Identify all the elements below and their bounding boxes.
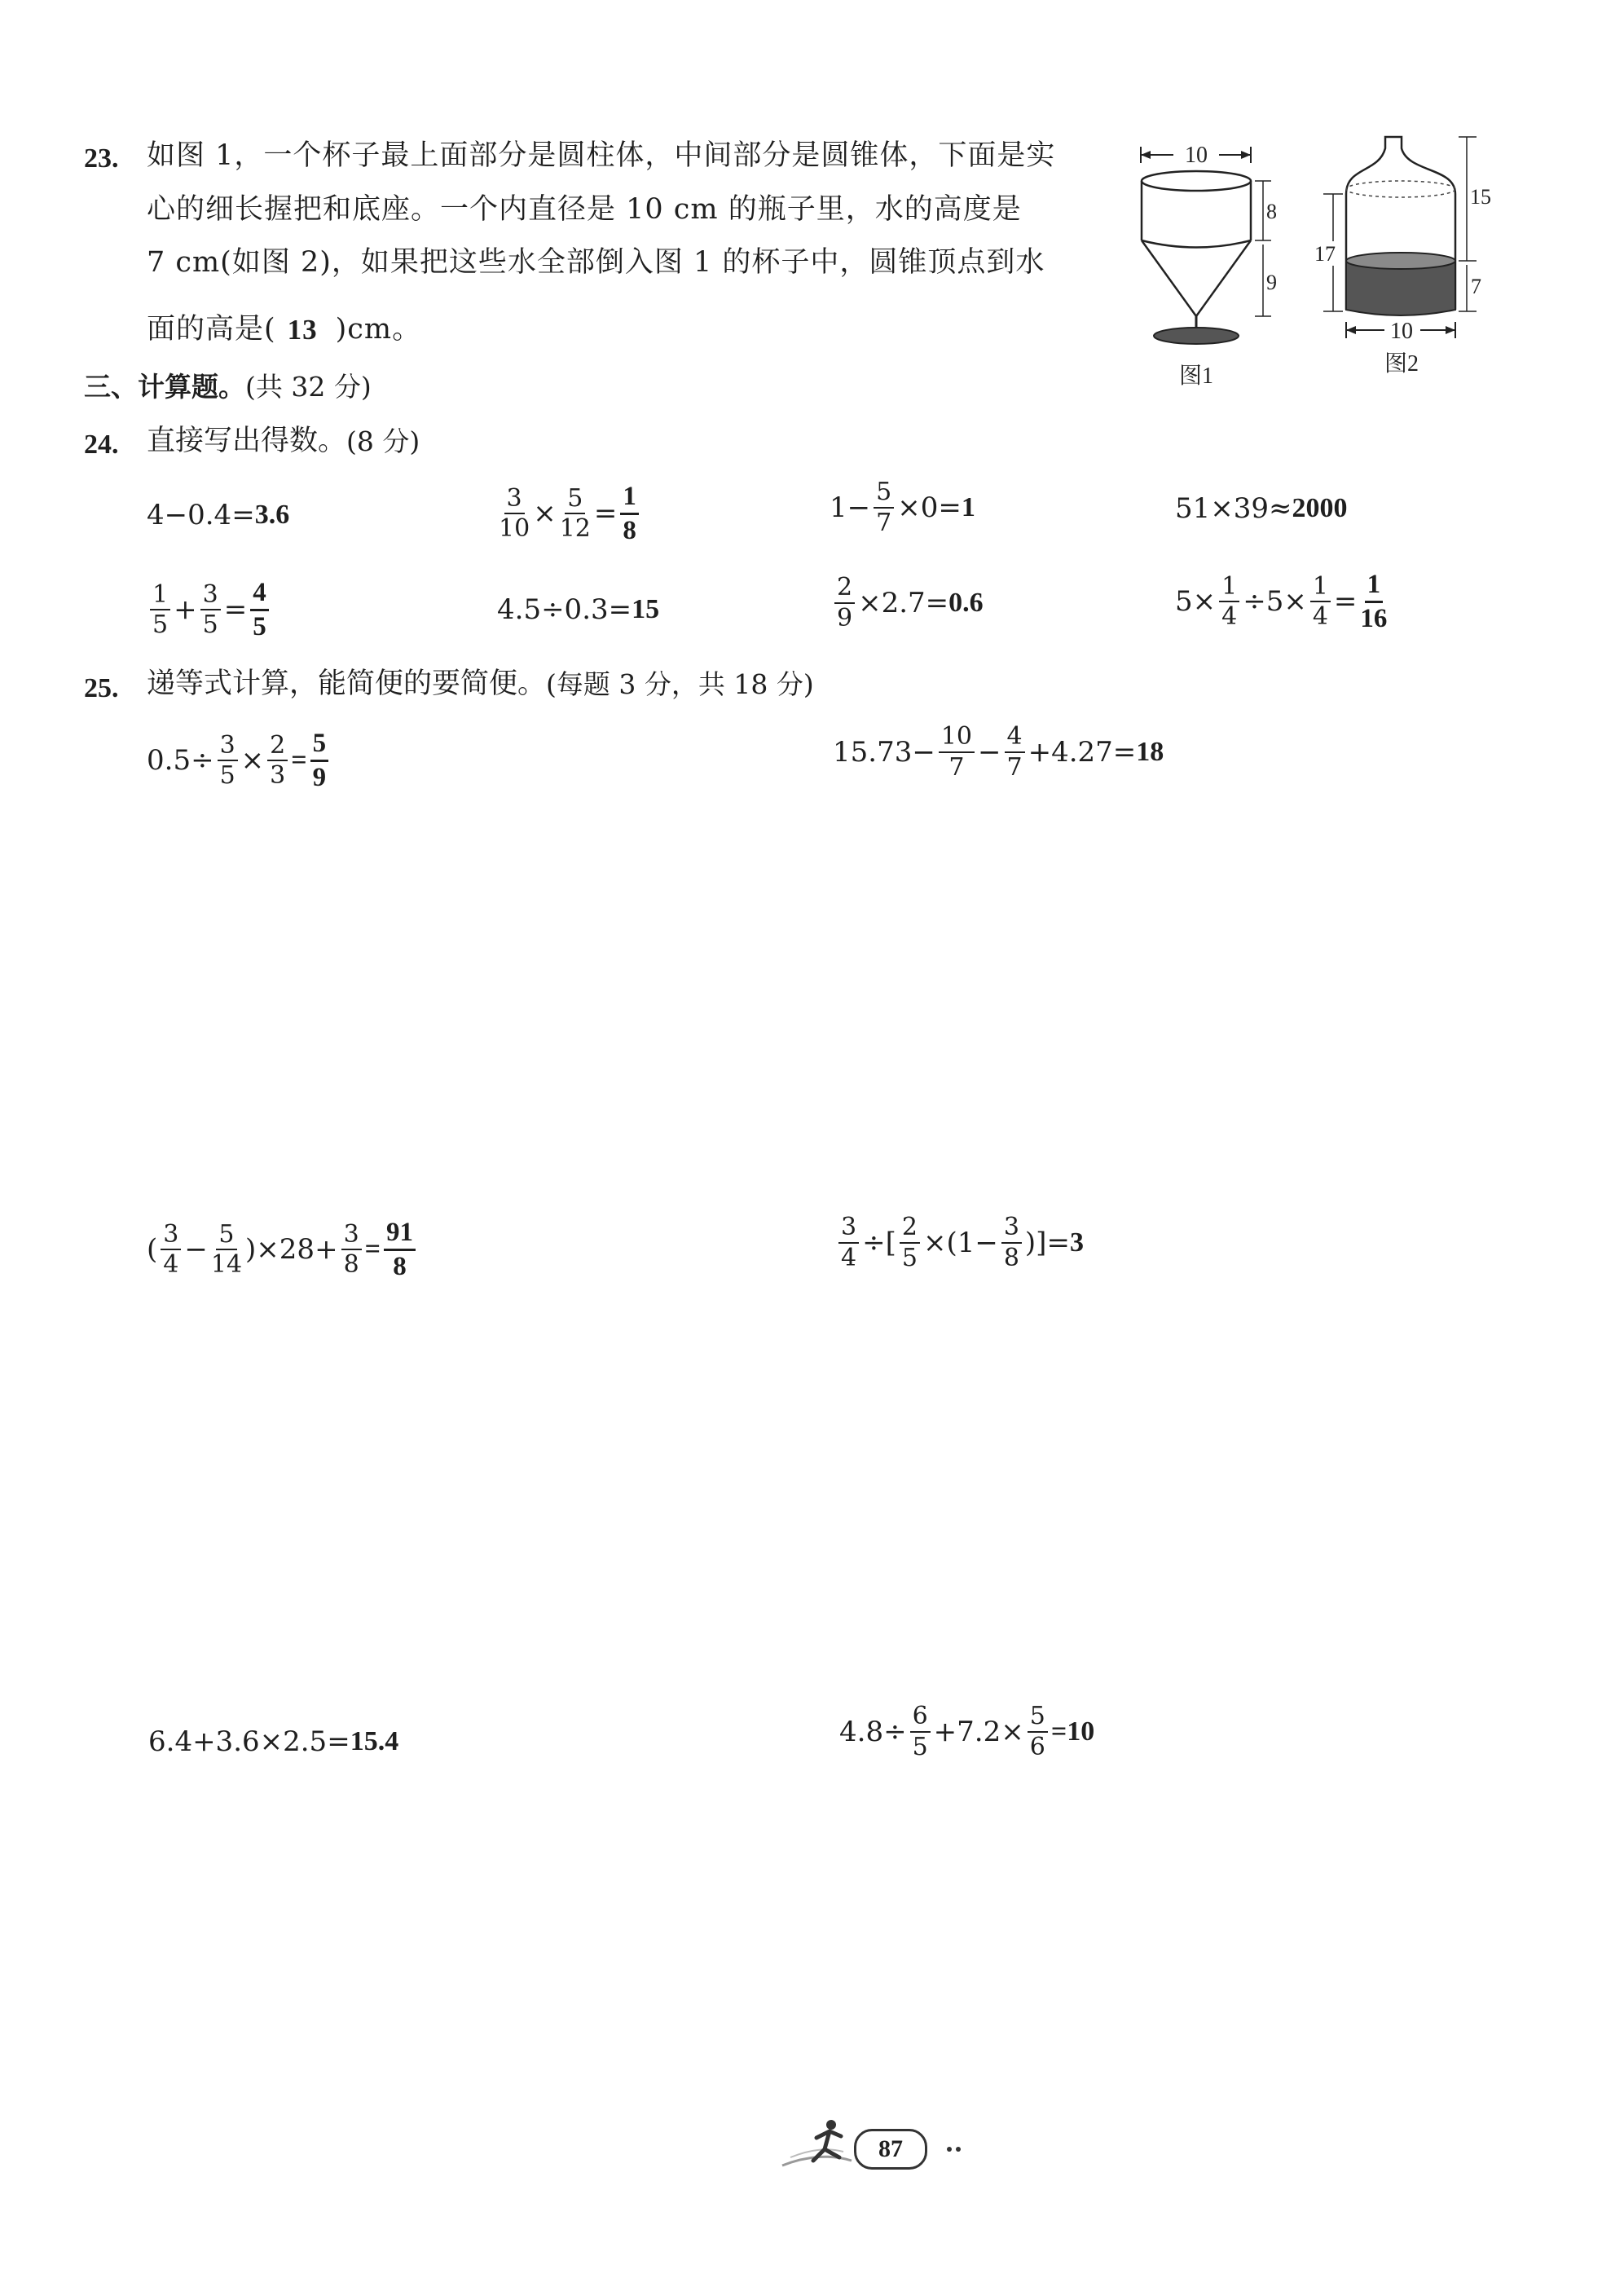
question-25-points: (每题 3 分，共 18 分) <box>546 668 814 700</box>
figure-2-water-height-label: 7 <box>1471 275 1481 298</box>
q24-item-b <box>495 482 642 544</box>
q25-a-operator: × <box>240 744 265 778</box>
section-3-heading <box>84 371 372 403</box>
q24-c-answer: 1 <box>961 491 975 522</box>
q25-f-answer: 10 <box>1067 1716 1095 1747</box>
q25-e-expression: 6.4+3.6×2.5= <box>148 1725 350 1758</box>
q24-d-expression: 51×39≈ <box>1175 492 1292 525</box>
q25-f-fraction-1: $\frac{6}{5}$ <box>910 1703 931 1760</box>
q24-h-middle: ÷5× <box>1243 585 1307 619</box>
figure-1-cylinder-height-label: 8 <box>1266 200 1277 223</box>
q25-d-fraction-2: $\frac{2}{5}$ <box>900 1214 920 1271</box>
q25-item-a <box>147 729 332 791</box>
q25-d-fraction-1: $\frac{3}{4}$ <box>838 1214 859 1271</box>
q25-b-suffix: +4.27= <box>1028 735 1137 769</box>
q25-a-answer: $\frac{5}{9}$ <box>310 729 329 791</box>
question-23-text: 面的高是( <box>147 313 276 346</box>
question-25-title: 递等式计算，能简便的要简便。 <box>147 668 547 700</box>
q25-item-b <box>833 724 1164 780</box>
q24-e-fraction-1: $\frac{1}{5}$ <box>150 582 170 638</box>
q24-d-answer: 2000 <box>1292 493 1348 523</box>
q24-h-fraction-1: $\frac{1}{4}$ <box>1219 574 1239 630</box>
q24-c-suffix: ×0= <box>897 491 962 524</box>
q24-g-answer: 0.6 <box>948 587 984 618</box>
q25-f-prefix: 4.8÷ <box>839 1715 907 1748</box>
q24-item-e <box>147 579 272 641</box>
question-23-number: 23. <box>84 143 119 174</box>
question-23-answer: 13 <box>287 314 318 346</box>
q25-d-suffix: )]= <box>1024 1226 1070 1259</box>
q25-item-e <box>148 1725 398 1758</box>
q25-c-open-paren: ( <box>147 1233 158 1267</box>
q25-d-answer: 3 <box>1069 1227 1084 1258</box>
q24-h-prefix: 5× <box>1175 585 1217 619</box>
figure-2-bottle-height-label: 15 <box>1470 185 1491 209</box>
q25-a-fraction-2: $\frac{2}{3}$ <box>267 733 288 789</box>
q25-c-answer: $\frac{91}{8}$ <box>384 1218 416 1280</box>
q24-b-answer: $\frac{1}{8}$ <box>620 482 639 544</box>
question-25-number: 25. <box>84 673 119 703</box>
q25-b-fraction-2: $\frac{4}{7}$ <box>1005 724 1025 780</box>
q25-b-prefix: 15.73− <box>833 735 935 769</box>
question-24-title: 直接写出得数。 <box>147 425 347 457</box>
q24-item-f <box>497 593 659 626</box>
q25-b-operator: − <box>978 735 1001 769</box>
q25-b-fraction-1: $\frac{10}{7}$ <box>939 724 975 780</box>
q25-f-fraction-2: $\frac{5}{6}$ <box>1028 1703 1048 1760</box>
figure-1-cup <box>1124 130 1279 399</box>
page-number: 87 <box>854 2129 927 2170</box>
question-24-heading <box>147 427 420 456</box>
q24-b-fraction-1: $\frac{3}{10}$ <box>499 483 530 544</box>
q25-c-fraction-2: $\frac{5}{14}$ <box>210 1219 243 1280</box>
q24-item-h <box>1175 571 1390 632</box>
q24-item-g <box>831 575 984 631</box>
question-23-line-2: 心的细长握把和底座。一个内直径是 10 cm 的瓶子里，水的高度是 <box>147 193 1022 226</box>
q25-c-equals: = <box>364 1234 381 1265</box>
q25-f-middle: +7.2× <box>933 1715 1024 1748</box>
q24-e-operator: + <box>174 593 197 627</box>
figure-2-diameter-label: 10 <box>1390 319 1413 344</box>
q25-item-f <box>839 1703 1094 1760</box>
q24-f-answer: 15 <box>632 594 660 624</box>
q24-c-prefix: 1− <box>830 491 871 524</box>
q24-e-fraction-2: $\frac{3}{5}$ <box>200 582 221 638</box>
question-23-line-4 <box>147 315 421 344</box>
q24-b-equals: = <box>593 497 618 531</box>
question-23-line-3: 7 cm(如图 2)，如果把这些水全部倒入图 1 的杯子中，圆锥顶点到水 <box>147 246 1045 279</box>
q24-e-equals: = <box>223 593 248 627</box>
figure-2-caption: 图2 <box>1384 351 1419 377</box>
q24-b-fraction-2: $\frac{5}{12}$ <box>559 483 591 544</box>
q25-e-answer: 15.4 <box>350 1726 399 1756</box>
q24-e-answer: $\frac{4}{5}$ <box>250 579 269 641</box>
question-23-unit: )cm。 <box>335 313 422 346</box>
q25-c-fraction-1: $\frac{3}{4}$ <box>161 1222 181 1278</box>
q25-a-fraction-1: $\frac{3}{5}$ <box>218 733 238 789</box>
q25-item-d <box>835 1214 1084 1271</box>
q24-g-fraction: $\frac{2}{9}$ <box>834 575 855 631</box>
q25-b-answer: 18 <box>1136 736 1164 767</box>
q25-c-middle: )×28+ <box>245 1233 338 1267</box>
q25-d-fraction-3: $\frac{3}{8}$ <box>1001 1214 1022 1271</box>
q25-c-fraction-3: $\frac{3}{8}$ <box>341 1222 362 1278</box>
q24-h-fraction-2: $\frac{1}{4}$ <box>1310 574 1331 630</box>
section-3-points: (共 32 分) <box>245 371 372 403</box>
q25-item-c <box>147 1218 419 1280</box>
figure-1-cone-height-label: 9 <box>1266 271 1277 294</box>
q25-d-middle-1: ÷[ <box>862 1226 896 1259</box>
q25-a-equals: = <box>291 745 307 776</box>
question-23-line-1: 如图 1，一个杯子最上面部分是圆柱体，中间部分是圆锥体，下面是实 <box>147 139 1056 172</box>
q24-h-equals: = <box>1333 585 1358 619</box>
q24-a-expression: 4−0.4= <box>147 499 255 531</box>
q24-item-c <box>830 479 975 535</box>
q24-h-answer: $\frac{1}{16}$ <box>1360 570 1388 633</box>
q25-d-middle-2: ×(1− <box>922 1226 998 1259</box>
q25-f-equals: = <box>1050 1716 1067 1747</box>
q24-item-d <box>1175 492 1348 525</box>
section-3-title: 三、计算题。 <box>84 371 245 403</box>
figure-2-bottle <box>1304 122 1499 391</box>
q24-f-expression: 4.5÷0.3= <box>497 593 632 626</box>
figure-1-width-label: 10 <box>1185 143 1208 168</box>
figure-1-caption: 图1 <box>1178 364 1214 389</box>
figure-2-total-height-label: 17 <box>1314 242 1336 266</box>
question-24-points: (8 分) <box>346 425 420 457</box>
q25-c-operator: − <box>184 1233 208 1267</box>
q24-g-suffix: ×2.7= <box>858 586 949 619</box>
q24-a-answer: 3.6 <box>254 500 290 530</box>
q24-item-a <box>147 499 289 531</box>
q25-a-prefix: 0.5÷ <box>147 744 214 778</box>
question-25-heading <box>147 670 814 698</box>
question-24-number: 24. <box>84 430 119 460</box>
q24-c-fraction: $\frac{5}{7}$ <box>874 479 894 535</box>
q24-b-operator: × <box>533 497 557 531</box>
